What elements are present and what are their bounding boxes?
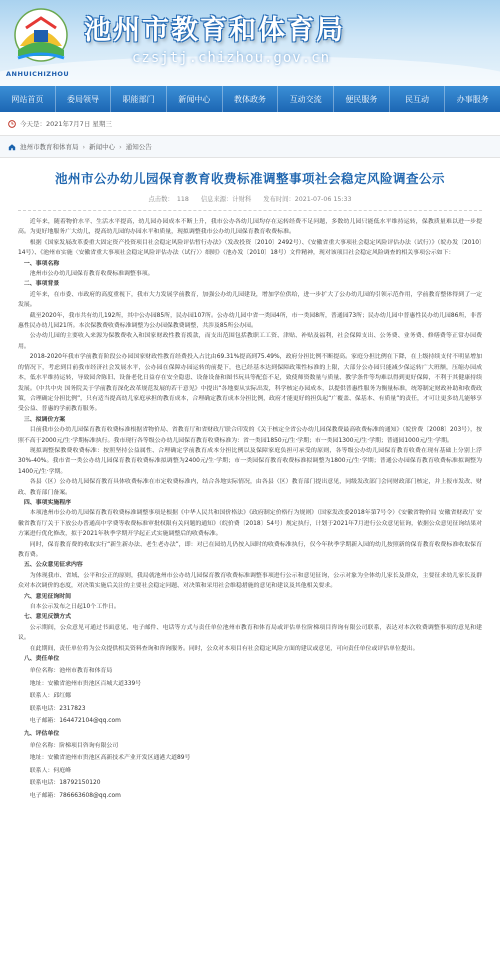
article-paragraph: 联系人：何庭峰 [29, 767, 72, 774]
article-paragraph: 现拟调整保教费收费标准：按照坚持公益属性、合理确定学前教育成本分担比例以及保障家庭负担可承受的原则，各等级公办幼儿园保育教育收费在现有基础上分别上浮30%-40%。我市省一类公办幼儿园保育教育收费标准拟调整为2400元/生·学期；市一类园保育教育收费标准拟调整为1800元/生·学期；普通公办园保育教育收费标准拟调整为1400元/生·学期。 [18, 447, 482, 475]
article-paragraph: 单位名称：池州市教育和体育局 [29, 668, 113, 675]
article-paragraph: 池州市公办幼儿园保育教育收费标准调整事项。 [29, 271, 154, 278]
article-paragraph: 联系电话：18792150120 [29, 780, 101, 787]
nav-item-public[interactable]: 民互动 [390, 86, 446, 112]
article-paragraph: 为体现我市、省域、公平和公正的原则，我局就池州市公办幼儿园保育教育收费标准调整事项进行公示和意见征询，公示对象为全体幼儿家长及群众，主要征求幼儿家长及群众对本次调价的态度，对决策实施后关注的主要社会稳定问题、对决策和采用社会维稳措施的意见和建议及其他相关要求。 [18, 572, 482, 590]
main-nav [0, 86, 500, 112]
article-paragraph: 联系人：邱红娜 [29, 693, 72, 700]
article-meta [18, 194, 482, 211]
article-paragraph: 联系电话：2317823 [29, 705, 86, 712]
article-title: 池州市公办幼儿园保育教育收费标准调整事项社会稳定风险调查公示 [54, 171, 445, 186]
article-paragraph: 在此期间，责任单位将为公众提供相关资料查询和咨询服务。同时，公众对本项目有社会稳定风险方面的建议或意见，可向责任单位或评估单位提出。 [29, 645, 419, 652]
article-paragraph: 目前我市公办幼儿园保育教育收费标准根据省物价局、省教育厅和省财政厅联合印发的《关于核定全省公办幼儿园保教费最高收费标准的通知》（皖价费〔2008〕203号），按照不高于2000元/生·学期标准执行。我市现行各等级公办幼儿园保育教育收费标准为：省一类园1850元/生·学期；市一类园1300元/生·学期；普通园1000元/生·学期。 [18, 427, 482, 444]
section-heading: 二、事项背景 [23, 281, 60, 288]
nav-item-interaction[interactable]: 互动交流 [278, 86, 334, 112]
article-paragraph: 近年来，在市委、市政府的高度重视下，我市大力发展学前教育，加强公办幼儿园建设，增加学位供给，进一步扩大了公办幼儿园的引领示范作用，学前教育整体得到了一定发展。 [18, 291, 482, 309]
article-paragraph: 电子邮箱：786663608@qq.com [29, 792, 121, 799]
logo-text: ANHUICHIZHOU [6, 70, 70, 78]
breadcrumb-separator: › [82, 142, 86, 151]
nav-item-home[interactable]: 网站首页 [0, 86, 56, 112]
section-heading: 一、事项名称 [23, 260, 60, 267]
section-heading: 八、责任单位 [23, 656, 60, 663]
info-source: 信息来源：计财科 [200, 196, 252, 203]
article-paragraph: 本项池州市公办幼儿园保育教育收费标准调整事项是根据《中华人民共和国价格法》《政府制定价格行为规则》（国家发改委2018年第7号令）《安徽省物价局 安徽省财政厅 安徽省教育厅关于下放公办普通高中学费等收费标准审批权限有关问题的通知》（皖价费〔2018〕54号）规定执行，计划于2021年7月进行公众意见征询，依据公众意见征询结果对方案进行优化修改，拟于2021年秋季学期开学起正式实施调整后的收费标准。 [18, 510, 482, 538]
nav-item-affairs[interactable]: 教体政务 [223, 86, 279, 112]
article-body [0, 211, 500, 801]
nav-item-services[interactable]: 便民服务 [334, 86, 390, 112]
breadcrumb [0, 136, 500, 158]
site-title: 池州市教育和体育局 [84, 15, 345, 46]
site-url: czsjtj.chizhou.gov.cn [132, 50, 331, 66]
breadcrumb-home[interactable]: 池州市教育和体育局 [20, 143, 79, 151]
clock-icon [8, 120, 16, 128]
breadcrumb-news[interactable]: 新闻中心 [89, 143, 116, 151]
article-paragraph: 各县（区）公办幼儿园保育教育具体收费标准在市定收费标准内，结合各地实际情况，由各县（区）教育部门提出意见，同级发改部门会同财政部门核定，并上报市发改、财政、教育部门备案。 [18, 479, 482, 496]
article-paragraph: 根据《国家发展改革委重大固定资产投资项目社会稳定风险评估暂行办法》（发改投资〔2010〕2492号）、《安徽省重大事项社会稳定风险评估办法（试行）》（皖办发〔2010〕14号）、《池州市实施〈安徽省重大事项社会稳定风险评估办法（试行）〉细则》（池办发〔2010〕18号）文件精神，现对该项目社会稳定风险调查的相关事项公示如下： [18, 239, 482, 257]
article-paragraph: 2018-2020年我市学前教育阶段公办园国家财政性教育经费投入占比由69.31%提高到75.49%，政府分担比例不断提高。家庭分担比例在下降，在上级持续支付不明显增加的情况下，考虑到目前我市经济社会发展水平，公办园在保障办园运转的前提下，也已经基本达到保障政策性标准的上限，大部分公办园只能减少保运转广大班额，压缩办园成本，低水平维持运转，导致园舍陈旧、设备老化日益存在安全隐患、设备设备和图书玩具等配套不足，致使师资数量与质量、教学条件等均难以得到更好保障，不利于其健康持续发展。《中共中央 国务院关于学前教育深化改革规范发展的若干意见》中提出“各地要从实际出发，科学核定办园成本，以提供普惠性服务为衡量标准，统筹制定财政补助和收费政策，合理确定分担比例”，只有适当提高幼儿家庭承担的教育成本，合理确定教育成本分担比例，政府才能更好的担负起“广覆盖、保基本、有质量”的责任，才可让更多幼儿能够享受公益、普惠的学前教育服务。 [18, 354, 482, 413]
article-paragraph: 单位名称：阶梯项目咨询有限公司 [29, 742, 119, 749]
article-paragraph: 公示期间，公众意见可通过书面意见、电子邮件、电话等方式与责任单位池州市教育和体育局或评估单位阶梯项目咨询有限公司联系，表达对本次收费调整事项的意见和建议。 [18, 624, 482, 642]
nav-item-news[interactable]: 新闻中心 [167, 86, 223, 112]
current-date: 今天是：2021年7月7日 星期三 [20, 120, 112, 128]
site-header [0, 0, 500, 86]
breadcrumb-separator: › [119, 142, 122, 151]
home-icon [8, 143, 16, 151]
article-paragraph: 截至2020年，我市共有幼儿192所，其中公办园85所，民办园107所。公办幼儿园中省一类园4所，市一类园8所，普通园73所；民办幼儿园中普惠性民办幼儿园86所，非普惠性民办幼儿园21所。本次保教费收费标准调整为公办园保教费调整，共涉及85所公办园。 [18, 312, 482, 330]
article-paragraph: 同时，保育教育费的收取实行“新生新办法、老生老办法”，即：对已在园幼儿仍按入园时的收费标准执行，仅今年秋季学期新入园的幼儿按照新的保育教育收费标准收取保育教育费。 [18, 541, 482, 558]
section-heading: 五、公众意见征求内容 [23, 562, 83, 569]
section-heading: 七、意见反馈方式 [23, 614, 72, 621]
article-paragraph: 电子邮箱：164472104@qq.com [29, 718, 121, 725]
article-paragraph: 自本公示发布之日起10个工作日。 [29, 604, 120, 611]
article-paragraph: 地址：安徽省池州市贵池区百城大道339号 [29, 680, 142, 687]
section-heading: 三、拟调价方案 [23, 416, 66, 423]
section-heading: 九、评估单位 [23, 730, 60, 737]
nav-item-leaders[interactable]: 委局领导 [56, 86, 112, 112]
breadcrumb-notices[interactable]: 通知公告 [125, 143, 152, 151]
section-heading: 六、意见征询时间 [23, 593, 72, 600]
nav-item-departments[interactable]: 职能部门 [111, 86, 167, 112]
article-paragraph: 近年来，随着物价水平、生活水平提高，幼儿园办园成本不断上升，我市公办各幼儿园均存在运转经费不足问题，多数幼儿园只能低水平维持运转，保教质量难以进一步提高。为更好地服务广大幼儿，提高幼儿园的办园水平和质量，现拟调整我市公办幼儿园保育教育收费标准。 [18, 219, 482, 236]
publish-date: 发布时间：2021-07-06 15:33 [263, 196, 352, 203]
date-bar [0, 112, 500, 136]
logo-emblem-icon[interactable] [12, 6, 70, 68]
view-count: 点击数： 118 [148, 196, 189, 203]
article-paragraph: 公办幼儿园的主要收入来源为保教费收入和国家财政性教育拨款，而支出范围包括教职工工资、津贴、补贴及福利，社会保障支出、公务费、业务费、修缮费等正常办园费用。 [18, 333, 482, 350]
section-heading: 四、事项实施程序 [23, 499, 72, 506]
article-paragraph: 地址：安徽省池州市贵池区高新技术产业开发区通港大道89号 [29, 755, 191, 762]
nav-item-office[interactable]: 办事服务 [456, 94, 489, 104]
